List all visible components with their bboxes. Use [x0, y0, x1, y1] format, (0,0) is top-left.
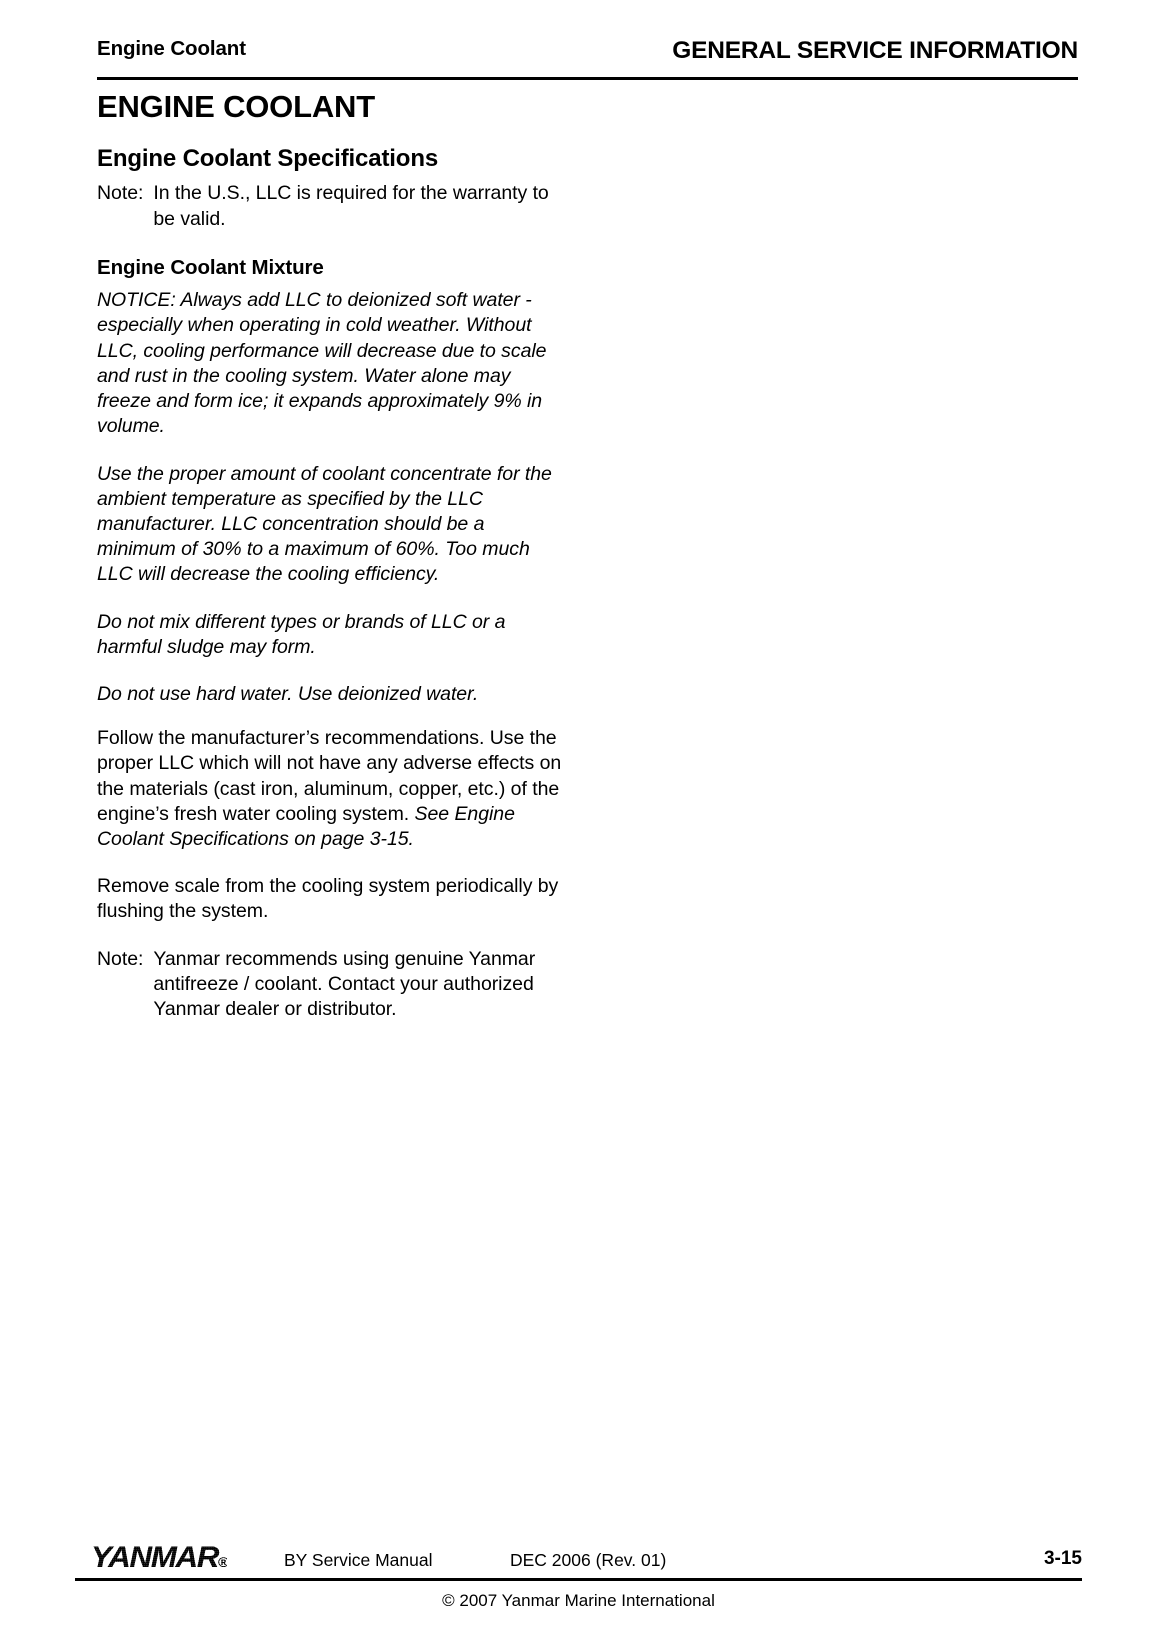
yanmar-logo-text: YANMAR	[91, 1541, 219, 1574]
paragraph-concentrate: Use the proper amount of coolant concentrate for the ambient temperature as specified by the LLC manufacturer. LLC concentration should be a minimum of 30% to a maximum of 60%. Too much LLC will decrease the cooling efficiency.	[97, 462, 552, 586]
page-number: 3-15	[1043, 1548, 1082, 1569]
note-label: Note:	[97, 182, 144, 205]
yanmar-logo	[91, 1543, 228, 1573]
section-heading-specifications: Engine Coolant Specifications	[97, 144, 439, 172]
note-block-warranty	[97, 181, 567, 231]
note-text: In the U.S., LLC is required for the warranty to be valid.	[153, 182, 549, 230]
header-divider-rule	[97, 77, 1078, 80]
subsection-heading-mixture: Engine Coolant Mixture	[97, 255, 324, 279]
paragraph-remove-scale: Remove scale from the cooling system periodically by flushing the system.	[97, 875, 559, 923]
page-footer	[75, 1541, 1082, 1578]
paragraph-hard-water: Do not use hard water. Use deionized water.	[97, 682, 479, 705]
note-block-genuine-coolant	[97, 947, 567, 1023]
note-label: Note:	[97, 947, 144, 970]
cross-reference-link[interactable]: See Engine Coolant Specifications on page 3-15.	[97, 802, 515, 850]
note-text: Yanmar recommends using genuine Yanmar antifreeze / coolant. Contact your authorized Yanmar dealer or distributor.	[153, 947, 536, 1020]
page-header	[97, 38, 1078, 80]
footer-manual-name: BY Service Manual	[284, 1550, 433, 1570]
registered-trademark-icon: ®	[218, 1554, 228, 1570]
page-title: ENGINE COOLANT	[97, 89, 375, 124]
footer-revision-date: DEC 2006 (Rev. 01)	[510, 1550, 667, 1570]
paragraph-notice: NOTICE: Always add LLC to deionized soft water - especially when operating in cold weather. Without LLC, cooling performance will decrease due to scale and rust in the cooling system. Water alone may freeze and form ice; it expands approximately 9% in volume.	[97, 289, 547, 438]
footer-divider-rule	[75, 1578, 1082, 1581]
copyright-notice: © 2007 Yanmar Marine International	[442, 1591, 715, 1610]
paragraph-do-not-mix: Do not mix different types or brands of LLC or a harmful sludge may form.	[97, 610, 506, 658]
paragraph-follow-manufacturer	[97, 726, 567, 852]
header-left-title: Engine Coolant	[97, 37, 246, 60]
header-right-title: GENERAL SERVICE INFORMATION	[672, 37, 1078, 64]
main-text-column	[97, 90, 567, 1044]
paragraph-follow-manufacturer-lead: Follow the manufacturer’s recommendations. Use the proper LLC which will not have any adverse effects on the materials (cast iron, aluminum, copper, etc.) of the engine’s fresh water cooling system.	[97, 727, 562, 825]
